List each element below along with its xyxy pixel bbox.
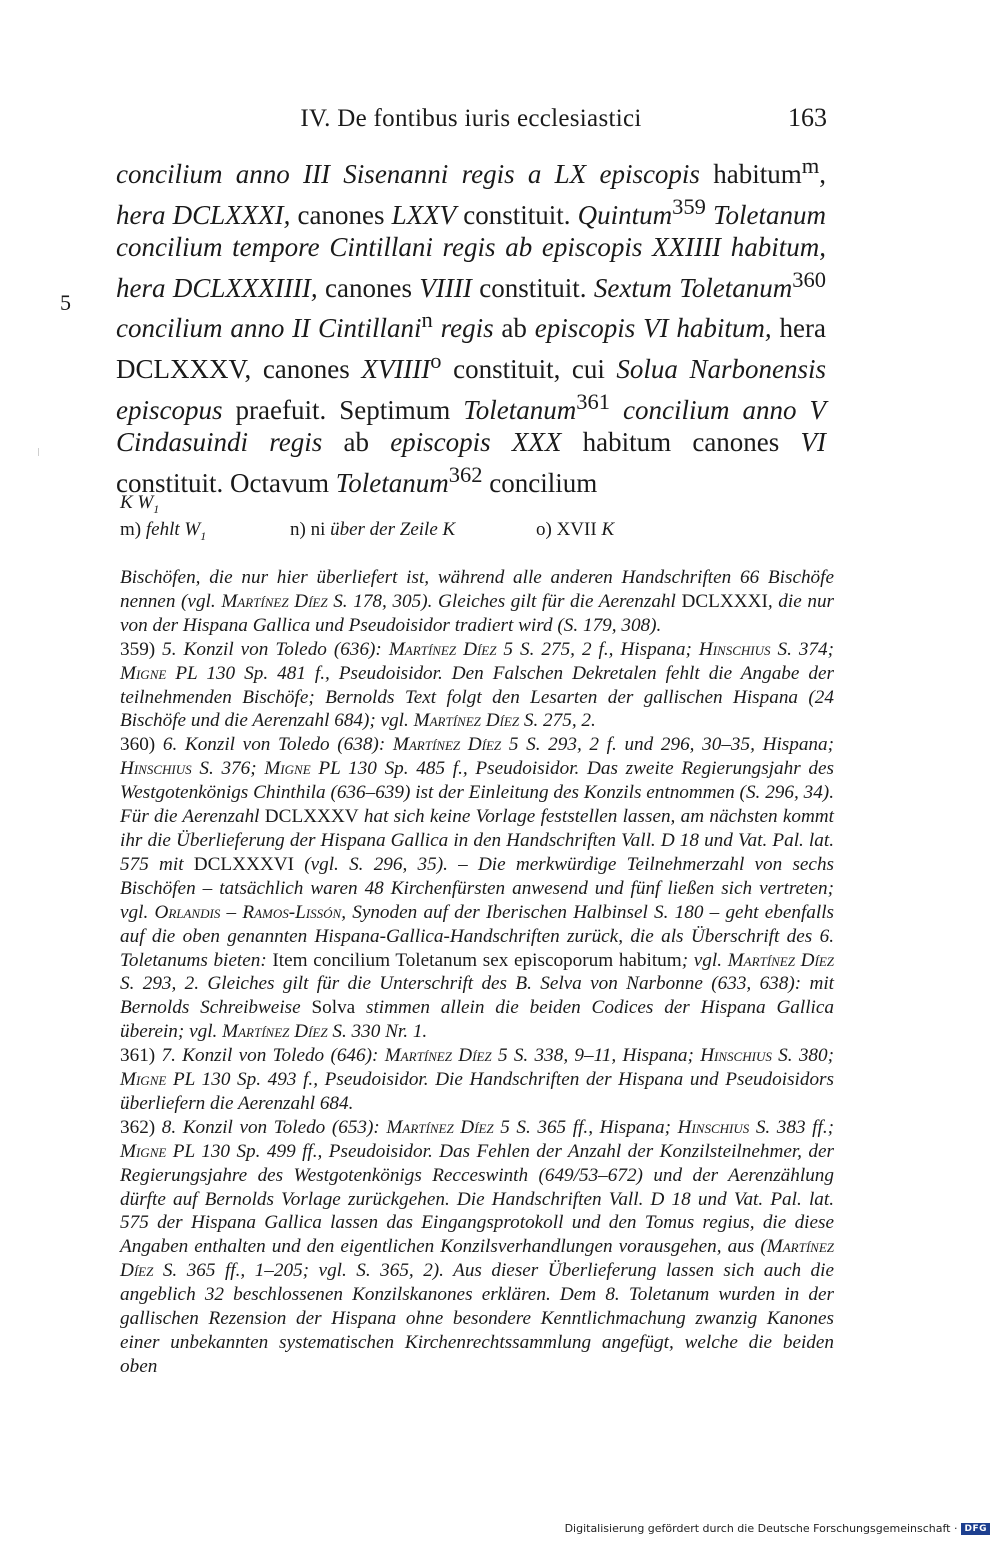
line-number: 5	[60, 290, 71, 315]
margin-mark	[38, 448, 39, 456]
running-head: IV. De fontibus iuris ecclesiastici	[300, 105, 642, 132]
note-360: 360) 6. Konzil von Toledo (638): Martínez Díez 5 S. 293, 2 f. und 296, 30–35, Hispana; Hinschius S. 376; Migne PL 130 Sp. 485 f., Pseudoisidor. Das zweite Regierungsjahr des Westgotenkönigs Chinthila (636–639) ist der Einleitung des Konzils entnommen (S. 296, 34). Für die Aerenzahl DCLXXXV hat sich keine Vorlage feststellen lassen, am nächsten kommt ihr die Überlieferung der Hispana Gallica in den Handschriften Vall. D 18 und Vat. Pal. lat. 575 mit DCLXXXVI (vgl. S. 296, 35). – Die merkwürdige Teilnehmerzahl von sechs Bischöfen – tatsächlich waren 48 Kirchenfürsten anwesend und fünf ließen sich vertreten; vgl. Orlandis – Ramos-Lissón, Synoden auf der Iberischen Halbinsel S. 180 – geht ebenfalls auf die oben genannten Hispana-Gallica-Handschriften zurück, die als Überschrift des 6. Toletanums bieten: Item concilium Toletanum sex episcoporum habitum; vgl. Martínez Díez S. 293, 2. Gleiches gilt für die Unterschrift des B. Selva von Narbonne (633, 638): mit Bernolds Schreibweise Solva stimmen allein die beiden Codices der Hispana Gallica überein; vgl. Martínez Díez S. 330 Nr. 1.	[120, 734, 835, 1043]
manuscript-sigla: K $W_1$	[120, 492, 160, 516]
commentary-notes	[120, 566, 834, 1379]
page-header	[0, 105, 1000, 145]
page-number: 163	[788, 103, 827, 132]
dfg-logo: DFG	[961, 1523, 990, 1535]
funding-footer	[565, 1522, 990, 1535]
funding-text: Digitalisierung gefördert durch die Deutsche Forschungsgemeinschaft ·	[564, 1522, 958, 1535]
critical-apparatus	[120, 519, 620, 545]
note-361: 361) 7. Konzil von Toledo (646): Martínez Díez 5 S. 338, 9–11, Hispana; Hinschius S. 380; Migne PL 130 Sp. 493 f., Pseudoisidor. Die Handschriften der Hispana und Pseudoisidors überliefern die Aerenzahl 684.	[120, 1045, 835, 1114]
apparatus-note-m: m) fehlt $W_1$	[120, 519, 207, 543]
apparatus-note-o: o) XVII K	[536, 519, 615, 540]
note-359: 359) 5. Konzil von Toledo (636): Martínez Díez 5 S. 275, 2 f., Hispana; Hinschius S. 374; Migne PL 130 Sp. 481 f., Pseudoisidor. Den Falschen Dekretalen fehlt die Angabe der teilnehmenden Bischöfe; Bernolds Text folgt den Lesarten der gallischen Hispana (24 Bischöfe und die Aerenzahl 684); vgl. Martínez Díez S. 275, 2.	[120, 638, 835, 732]
apparatus-note-n: n) ni über der Zeile K	[290, 519, 456, 540]
note-362: 362) 8. Konzil von Toledo (653): Martínez Díez 5 S. 365 ff., Hispana; Hinschius S. 383 ff.; Migne PL 130 Sp. 499 ff., Pseudoisidor. Das Fehlen der Anzahl der Konzilsteilnehmer, der Regierungsjahre des Westgotenkönigs Recceswinth (649/53–672) und der Aerenzählung dürfte auf Bernolds Vorlage zurückgehen. Die Handschriften Vall. D 18 und Vat. Pal. lat. 575 der Hispana Gallica lassen das Eingangsprotokoll und den Tomus regius, die diese Angaben enthalten und den eigentlichen Konzilsverhandlungen vorausgehen, aus (Martínez Díez S. 365 ff., 1–205; vgl. S. 365, 2). Aus dieser Überlieferung lassen sich auch die angeblich 32 beschlossenen Konzilskanones erklären. Dem 8. Toletanum wurden in der gallischen Rezension der Hispana ohne besondere Kenntlichmachung zwanzig Kanones einer unbekannten systematischen Kirchenrechtssammlung angefügt, welche die beiden oben	[120, 1116, 835, 1377]
note-continuation: Bischöfen, die nur hier überliefert ist, während alle anderen Handschriften 66 Bischöfe nennen (vgl. Martínez Díez S. 178, 305). Gleiches gilt für die Aerenzahl DCLXXXI, die nur von der Hispana Gallica und Pseudoisidor tradiert wird (S. 179, 308).	[120, 567, 834, 636]
main-paragraph: concilium anno III Sisenanni regis a LX episcopis habitum$^m$, hera DCLXXXI, canones LXXV constituit. Quintum$^{359}$ Toletanum concilium tempore Cintillani regis ab episcopis XXIIII habitum, hera DCLXXXIIII, canones VIIII constituit. Sextum Toletanum$^{360}$ concilium anno II Cintillani$^n$ regis ab episcopis VI habitum, hera DCLXXXV, canones XVIIII$^o$ constituit, cui Solua Narbonensis episcopus praefuit. Septimum Toletanum$^{361}$ concilium anno V Cindasuindi regis ab episcopis XXX habitum canones VI constituit. Octavum Toletanum$^{362}$ concilium	[116, 153, 827, 498]
main-text	[116, 150, 826, 499]
